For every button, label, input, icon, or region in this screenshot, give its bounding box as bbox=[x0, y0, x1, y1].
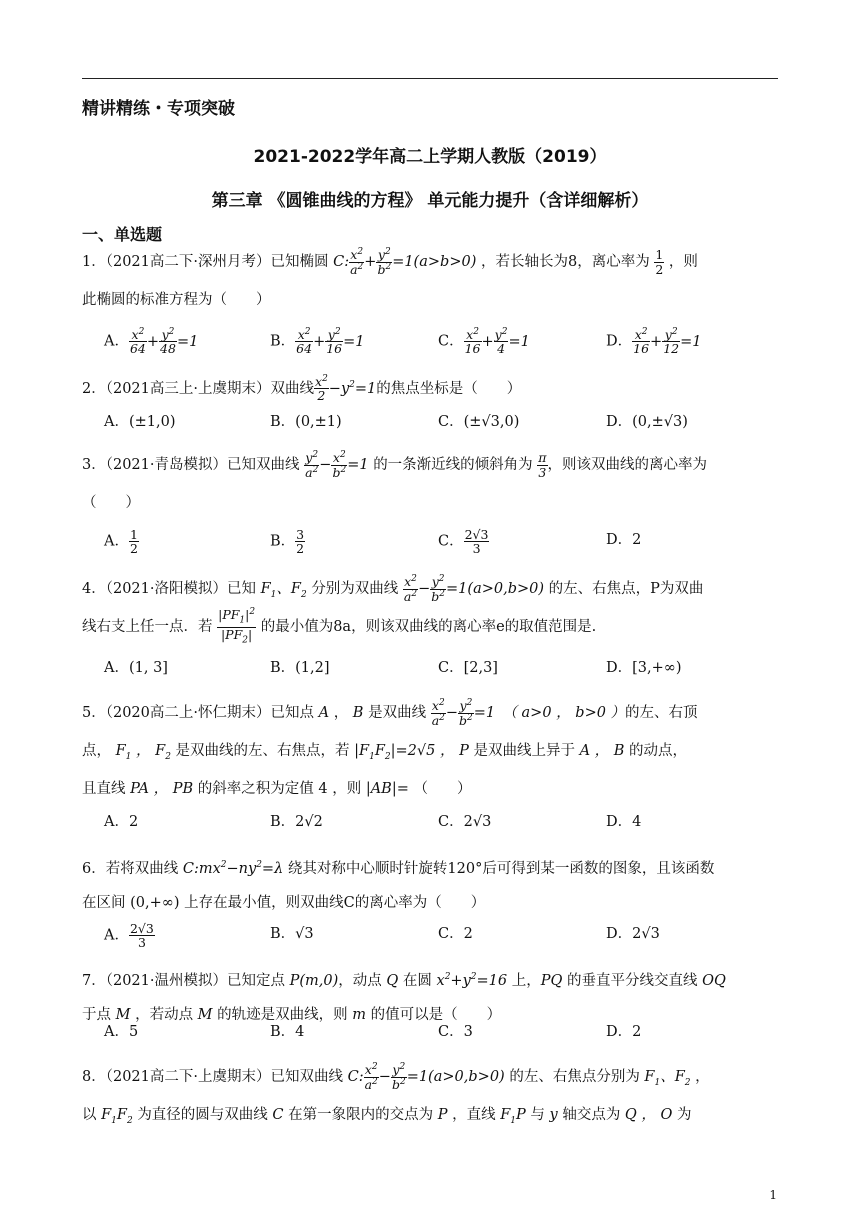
question-text: 是双曲线上异于 bbox=[473, 743, 575, 759]
options-q3 bbox=[104, 528, 764, 564]
question-text: 上存在最小值，则双曲线C的离心率为（ ） bbox=[184, 895, 486, 911]
title-line-2: 第三章 《圆锥曲线的方程》 单元能力提升（含详细解析） bbox=[211, 191, 649, 211]
question-text: 的左、右顶 bbox=[625, 705, 698, 721]
option-c[interactable]: C． $\frac{x^2}{16}$ + $\frac{y^2}{4}$ =1 bbox=[438, 327, 530, 357]
question-source: （2021高二下·上虞期末） bbox=[105, 1069, 271, 1085]
option-d[interactable]: D．2 bbox=[606, 532, 642, 548]
option-c[interactable]: C．[2,3] bbox=[438, 660, 498, 676]
question-5: 5．（2020高二上·怀仁期末）已知点 A ， B 是双曲线 $\frac{x^2}{a^2}$ − $\frac{y^2}{b^2}$ =1 （ a>0 ， b>0 ）的左、右顶 点， $F_1$ ， $F_2$ 是双曲线的左、右焦点，若 $|F_1F_2|=2√5$ ， P 是双曲线上异于 A ， B 的动点， 且直线 PA ， PB 的斜率之积为定值 4 ，则 |AB|= （ ） bbox=[82, 698, 698, 797]
option-a[interactable]: A． $\frac{1}{2}$ bbox=[104, 527, 138, 557]
option-b[interactable]: B．(0,±1) bbox=[270, 414, 342, 430]
question-text: 在圆 bbox=[402, 972, 432, 989]
question-text: 已知椭圆 bbox=[270, 254, 329, 270]
option-b[interactable]: B． $\frac{3}{2}$ bbox=[270, 527, 305, 557]
options-q4 bbox=[104, 656, 764, 692]
question-source: （2021·青岛模拟） bbox=[105, 457, 227, 473]
question-number: 6． bbox=[82, 860, 106, 877]
option-a[interactable]: A．2 bbox=[104, 814, 139, 830]
question-text: 以 bbox=[82, 1107, 97, 1123]
question-text: 的一条渐近线的倾斜角为 bbox=[373, 457, 533, 473]
question-text: 的左、右焦点分别为 bbox=[509, 1069, 640, 1085]
option-d[interactable]: D．(0,±√3) bbox=[606, 414, 688, 430]
question-text: 为 bbox=[677, 1107, 692, 1123]
question-text: 在第一象限内的交点为 bbox=[288, 1107, 434, 1123]
question-text: 的焦点坐标是（ ） bbox=[376, 380, 522, 397]
option-d[interactable]: D．2√3 bbox=[606, 926, 660, 942]
option-b[interactable]: B．2√2 bbox=[270, 814, 323, 830]
question-number: 4． bbox=[82, 581, 106, 597]
question-text: 线右支上任一点．若 bbox=[82, 619, 213, 635]
question-text: ，若长轴长为8，离心率为 bbox=[481, 254, 650, 270]
question-text: 在区间 bbox=[82, 895, 126, 911]
option-a[interactable]: A．(±1,0) bbox=[104, 414, 176, 430]
question-text: 的值可以是（ ） bbox=[370, 1007, 502, 1023]
option-d[interactable]: D．[3,+∞) bbox=[606, 660, 682, 676]
question-source: （2021·温州模拟） bbox=[105, 972, 227, 989]
question-text: 的垂直平分线交直线 bbox=[566, 972, 698, 989]
question-2 bbox=[82, 366, 782, 404]
question-7: 7．（2021·温州模拟）已知定点 P(m,0)，动点 Q 在圆 $x^2+y^2=16$ 上，PQ 的垂直平分线交直线 OQ 于点 M ，若动点 M 的轨迹是双曲线，则 m 的值可以是（ ） bbox=[82, 972, 726, 1023]
question-number: 7． bbox=[82, 972, 106, 989]
question-text: 的动点， bbox=[629, 743, 688, 759]
section-heading: 一、单选题 bbox=[82, 225, 163, 244]
question-text: 的斜率之积为定值 4 ，则 bbox=[197, 781, 362, 797]
question-text: ，直线 bbox=[452, 1107, 496, 1123]
question-text: ，若动点 bbox=[135, 1007, 194, 1023]
options-q7 bbox=[104, 1020, 764, 1056]
question-text: ，则该双曲线的离心率为 bbox=[547, 457, 708, 473]
question-text: 且直线 bbox=[82, 781, 126, 797]
question-8: 8．（2021高二下·上虞期末）已知双曲线 C: $\frac{x^2}{a^2}$ − $\frac{y^2}{b^2}$ =1(a>0,b>0) 的左、右焦点分别为 $F_1$、$F_2$ ， 以 $F_1F_2$ 为直径的圆与双曲线 C 在第一象限内的交点为 P ，直线 $F_1P$ 与 y 轴交点为 Q ， O 为 bbox=[82, 1062, 710, 1126]
question-text: 已知 bbox=[227, 581, 256, 597]
math-hyperbola-eq: $\frac{x^2}{a^2}$ − $\frac{y^2}{b^2}$ =1(a>0,b>0) bbox=[403, 574, 545, 604]
option-b[interactable]: B．4 bbox=[270, 1024, 305, 1040]
options-q2 bbox=[104, 410, 764, 446]
option-a[interactable]: A．(1, 3] bbox=[104, 660, 168, 676]
option-d[interactable]: D．4 bbox=[606, 814, 642, 830]
option-c[interactable]: C．3 bbox=[438, 1024, 473, 1040]
math-frac: $\frac{|PF_1|^2}{|PF_2|}$ bbox=[218, 607, 256, 646]
question-text: 双曲线 bbox=[270, 380, 314, 397]
option-c[interactable]: C．(±√3,0) bbox=[438, 414, 520, 430]
option-b[interactable]: B．√3 bbox=[270, 926, 314, 942]
header-rule bbox=[82, 78, 778, 79]
math-hyperbola-eq: $\frac{y^2}{a^2}$ − $\frac{x^2}{b^2}$ =1 bbox=[305, 450, 369, 480]
math-hyperbola-eq: $\frac{x^2}{2}$ $-y^2=1$ bbox=[315, 374, 377, 404]
option-a[interactable]: A．5 bbox=[104, 1024, 139, 1040]
question-text: 已知点 bbox=[270, 705, 314, 721]
question-3 bbox=[82, 446, 782, 522]
question-text: 于点 bbox=[82, 1007, 111, 1023]
question-text: 的左、右焦点，P为双曲 bbox=[548, 581, 704, 597]
question-source: （2020高二上·怀仁期末） bbox=[105, 705, 271, 721]
title-line-1: 2021-2022学年高二上学期人教版（2019） bbox=[253, 147, 607, 167]
question-text: 上， bbox=[511, 972, 541, 989]
options-q5 bbox=[104, 810, 764, 846]
question-text: 绕其对称中心顺时针旋转120°后可得到某一函数的图象，且该函数 bbox=[287, 860, 715, 877]
question-4: 4．（2021·洛阳模拟）已知 $F_1$、$F_2$ 分别为双曲线 $\frac{x^2}{a^2}$ − $\frac{y^2}{b^2}$ =1(a>0,b>0) 的左、右焦点，P为双曲 线右支上任一点．若 $\frac{|PF_1|^2}{|PF_2|}$ 的最小值为8a，则该双曲线的离心率e的取值范围是. bbox=[82, 574, 704, 646]
question-text: 为直径的圆与双曲线 bbox=[137, 1107, 268, 1123]
math-frac: $\frac{1}{2}$ bbox=[655, 247, 664, 277]
question-text: 此椭圆的标准方程为（ ） bbox=[82, 292, 271, 308]
question-6: 6．若将双曲线 $C:mx^2-ny^2=\lambda$ 绕其对称中心顺时针旋转120°后可得到某一函数的图象，且该函数 在区间 (0,+∞) 上存在最小值，则双曲线C的离心率为（ ） bbox=[82, 860, 715, 911]
question-number: 1． bbox=[82, 254, 106, 270]
question-text: 与 bbox=[530, 1107, 545, 1123]
option-b[interactable]: B． $\frac{x^2}{64}$ + $\frac{y^2}{16}$ =1 bbox=[270, 327, 365, 357]
question-text: 轴交点为 bbox=[562, 1107, 621, 1123]
question-text: 是双曲线 bbox=[368, 705, 427, 721]
question-source: （2021高三上·上虞期末） bbox=[105, 380, 271, 397]
page-number: 1 bbox=[769, 1188, 777, 1202]
options-q1 bbox=[104, 328, 764, 364]
math-frac: $\frac{\pi}{3}$ bbox=[538, 450, 547, 480]
math-ellipse-eq: C: $\frac{x^2}{a^2}$ + $\frac{y^2}{b^2}$ =1(a>b>0) bbox=[333, 247, 477, 277]
question-text: （ ） bbox=[82, 495, 140, 511]
question-text: 已知定点 bbox=[227, 972, 285, 989]
question-number: 5． bbox=[82, 705, 106, 721]
question-text: 的轨迹是双曲线，则 bbox=[217, 1007, 348, 1023]
question-text: （ ） bbox=[413, 781, 472, 797]
question-text: 是双曲线的左、右焦点，若 bbox=[175, 743, 350, 759]
question-text: 的最小值为8a，则该双曲线的离心率e的取值范围是. bbox=[260, 619, 597, 635]
question-text: 已知双曲线 bbox=[270, 1069, 343, 1085]
question-number: 8． bbox=[82, 1069, 106, 1085]
question-number: 3． bbox=[82, 457, 106, 473]
question-source: （2021·洛阳模拟） bbox=[105, 581, 227, 597]
option-c[interactable]: C． $\frac{2√3}{3}$ bbox=[438, 527, 489, 557]
option-a[interactable]: A． $\frac{x^2}{64}$ + $\frac{y^2}{48}$ =1 bbox=[104, 327, 199, 357]
question-1 bbox=[82, 243, 782, 319]
option-a[interactable]: A． $\frac{2√3}{3}$ bbox=[104, 921, 154, 951]
option-b[interactable]: B．(1,2] bbox=[270, 660, 330, 676]
question-source: （2021高二下·深州月考） bbox=[105, 254, 271, 270]
question-text: 若将双曲线 bbox=[105, 860, 179, 877]
question-text: ，则 bbox=[668, 254, 698, 270]
brand-label: 精讲精练・专项突破 bbox=[82, 99, 235, 119]
options-q6 bbox=[104, 922, 764, 958]
question-text: 点， bbox=[82, 743, 111, 759]
option-c[interactable]: C．2 bbox=[438, 926, 473, 942]
question-text: ，动点 bbox=[338, 972, 382, 989]
option-d[interactable]: D． $\frac{x^2}{16}$ + $\frac{y^2}{12}$ =1 bbox=[606, 327, 702, 357]
question-text: 已知双曲线 bbox=[227, 457, 300, 473]
option-c[interactable]: C．2√3 bbox=[438, 814, 492, 830]
question-number: 2． bbox=[82, 380, 106, 397]
question-text: 分别为双曲线 bbox=[311, 581, 399, 597]
option-d[interactable]: D．2 bbox=[606, 1024, 642, 1040]
